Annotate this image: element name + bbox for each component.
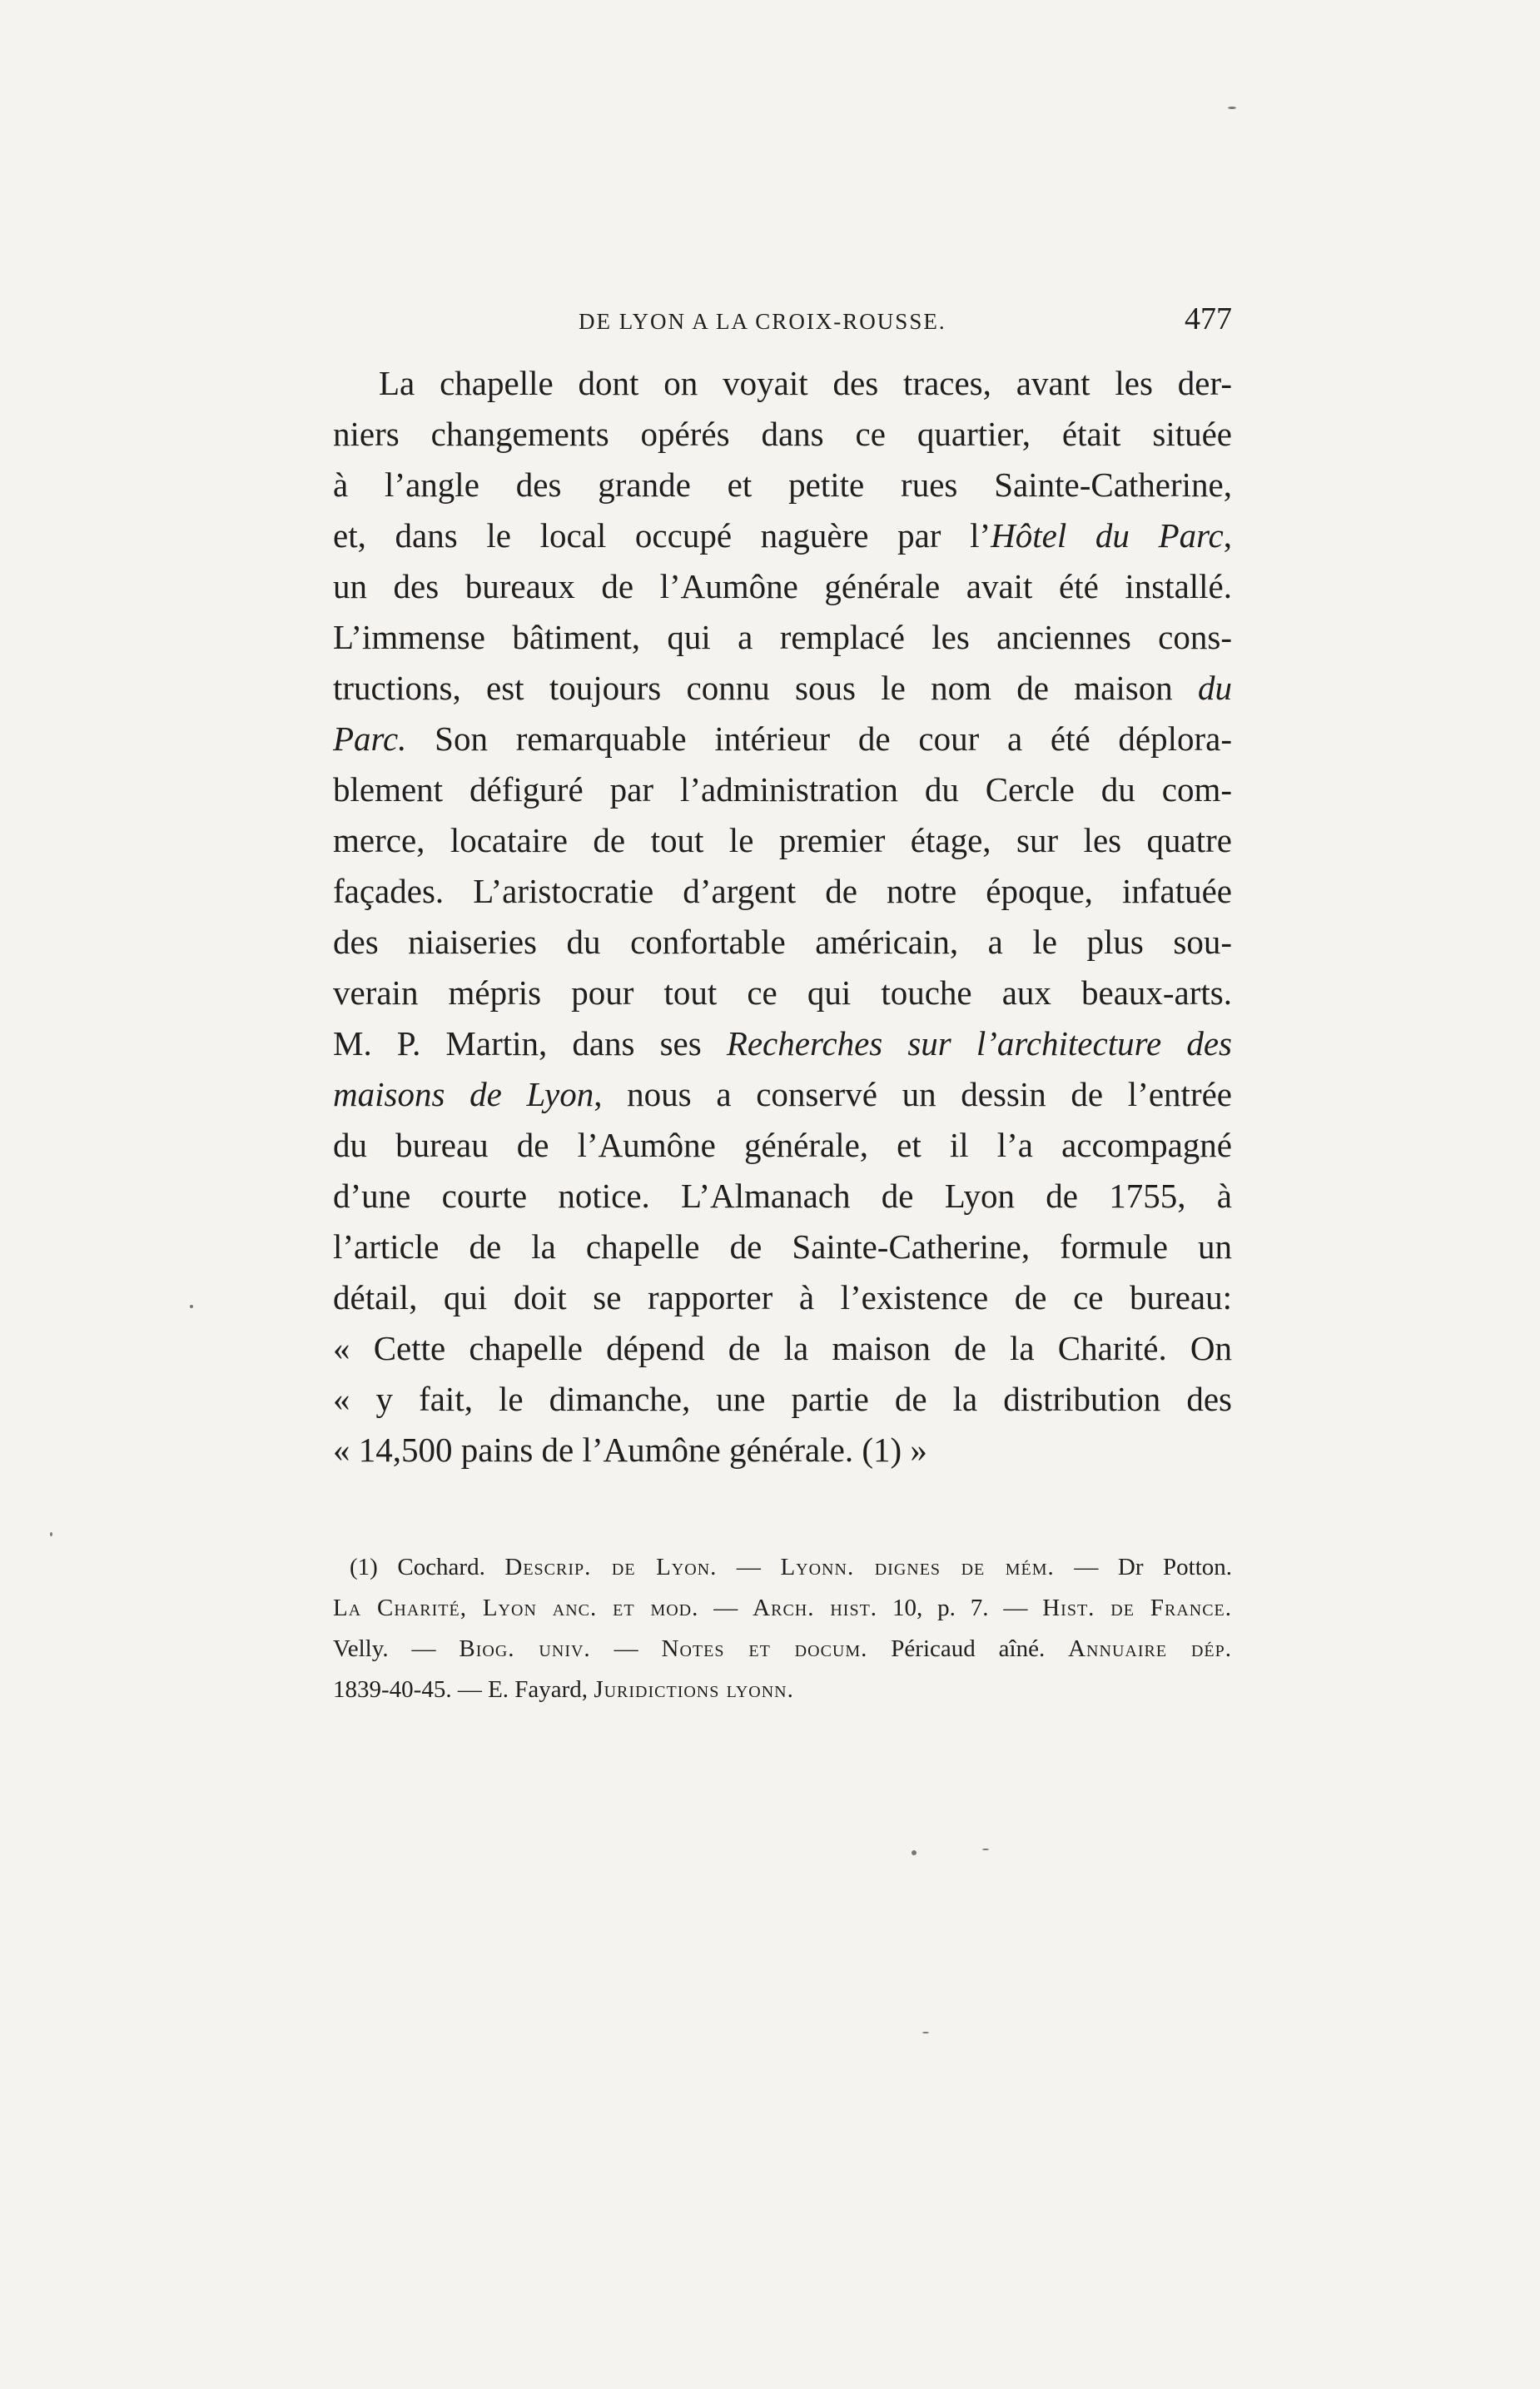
small-caps-ref: Descrip. de Lyon. [504,1554,718,1580]
text-span: — [590,1635,662,1662]
scan-speck [50,1532,52,1536]
main-paragraph [333,358,1232,1476]
text-span: L’immense bâtiment, qui a remplacé les anciennes cons- [333,618,1232,656]
italic-title: du [1198,669,1232,707]
running-head [333,301,1232,346]
text-line [333,1069,1232,1120]
text-line [333,917,1232,968]
small-caps-ref: Lyonn. dignes de mém. [780,1554,1055,1580]
text-line [333,968,1232,1018]
footnote-line [333,1588,1232,1629]
text-line [333,1018,1232,1069]
text-line [333,714,1232,764]
page-number: 477 [1185,301,1232,336]
text-span: La chapelle dont on voyait des traces, avant les der- [379,364,1232,402]
scan-speck [190,1305,193,1308]
text-span: merce, locataire de tout le premier étage, sur les quatre [333,821,1232,859]
footnote-line [333,1629,1232,1670]
text-span: , [1223,516,1233,555]
text-span: « Cette chapelle dépend de la maison de la Charité. On [333,1329,1232,1367]
text-span: l’article de la chapelle de Sainte-Catherine, formule un [333,1227,1232,1266]
small-caps-ref: Notes et docum. [661,1635,868,1662]
italic-title: Recherches sur l’architecture des [726,1024,1232,1063]
italic-title: Hôtel du Parc [991,516,1224,555]
text-line [333,561,1232,612]
text-span: — [698,1595,753,1621]
text-line [333,358,1232,409]
text-span: , nous a conservé un dessin de l’entrée [594,1075,1232,1113]
footnote-line [333,1547,1232,1588]
scan-speck [922,2032,929,2033]
small-caps-ref: Annuaire dép. [1068,1635,1232,1662]
text-span: « 14,500 pains de l’Aumône générale. (1) » [333,1431,927,1469]
text-line [333,764,1232,815]
text-line [333,815,1232,866]
text-line [333,1323,1232,1374]
text-span: du bureau de l’Aumône générale, et il l’a accompagné [333,1126,1232,1164]
text-line [333,1120,1232,1171]
small-caps-ref: La Charité, Lyon anc. et mod. [333,1595,699,1621]
text-line [333,409,1232,460]
text-span: tructions, est toujours connu sous le nom de maison [333,669,1198,707]
small-caps-ref: Arch. hist. [753,1595,878,1621]
text-line [333,663,1232,714]
text-span: blement défiguré par l’administration du Cercle du com- [333,770,1232,809]
text-span: Velly. — [333,1635,460,1662]
text-line [333,1272,1232,1323]
text-line [333,460,1232,510]
small-caps-ref: Hist. de France. [1042,1595,1233,1621]
text-span: un des bureaux de l’Aumône générale avait été installé. [333,567,1232,605]
text-span: (1) Cochard. [350,1554,505,1580]
text-span: à l’angle des grande et petite rues Sainte-Catherine, [333,465,1232,504]
text-line [333,866,1232,917]
text-span: d’une courte notice. L’Almanach de Lyon de 1755, à [333,1177,1232,1215]
text-span: verain mépris pour tout ce qui touche aux beaux-arts. [333,973,1232,1012]
text-line [333,1222,1232,1272]
text-line [333,612,1232,663]
text-span: Son remarquable intérieur de cour a été déplora- [406,719,1232,758]
text-span: 1839-40-45. — E. Fayard, [333,1676,594,1703]
small-caps-ref: Juridictions lyonn. [594,1676,794,1703]
running-title: DE LYON A LA CROIX-ROUSSE. [579,309,946,334]
text-line [333,1171,1232,1222]
text-span: des niaiseries du confortable américain, a le plus sou- [333,923,1232,961]
text-span: M. P. Martin, dans ses [333,1024,727,1063]
italic-title: Parc. [333,719,407,758]
text-span: et, dans le local occupé naguère par l’ [333,516,991,555]
text-span: Péricaud aîné. [867,1635,1069,1662]
text-line [333,510,1232,561]
italic-title: maisons de Lyon [333,1075,594,1113]
scan-speck [1228,107,1236,109]
text-span: — Dr Potton. [1054,1554,1232,1580]
small-caps-ref: Biog. univ. [459,1635,591,1662]
text-span: — [717,1554,781,1580]
scan-speck [982,1849,989,1850]
text-span: 10, p. 7. — [877,1595,1043,1621]
text-span: détail, qui doit se rapporter à l’existence de ce bureau: [333,1278,1232,1316]
text-line [333,1425,1232,1476]
footnote-line [333,1670,1232,1710]
footnote [333,1547,1232,1710]
scan-speck [912,1850,917,1855]
text-line [333,1374,1232,1425]
text-span: niers changements opérés dans ce quartier, était située [333,415,1232,453]
text-span: façades. L’aristocratie d’argent de notre époque, infatuée [333,872,1232,910]
text-span: « y fait, le dimanche, une partie de la distribution des [333,1380,1232,1418]
